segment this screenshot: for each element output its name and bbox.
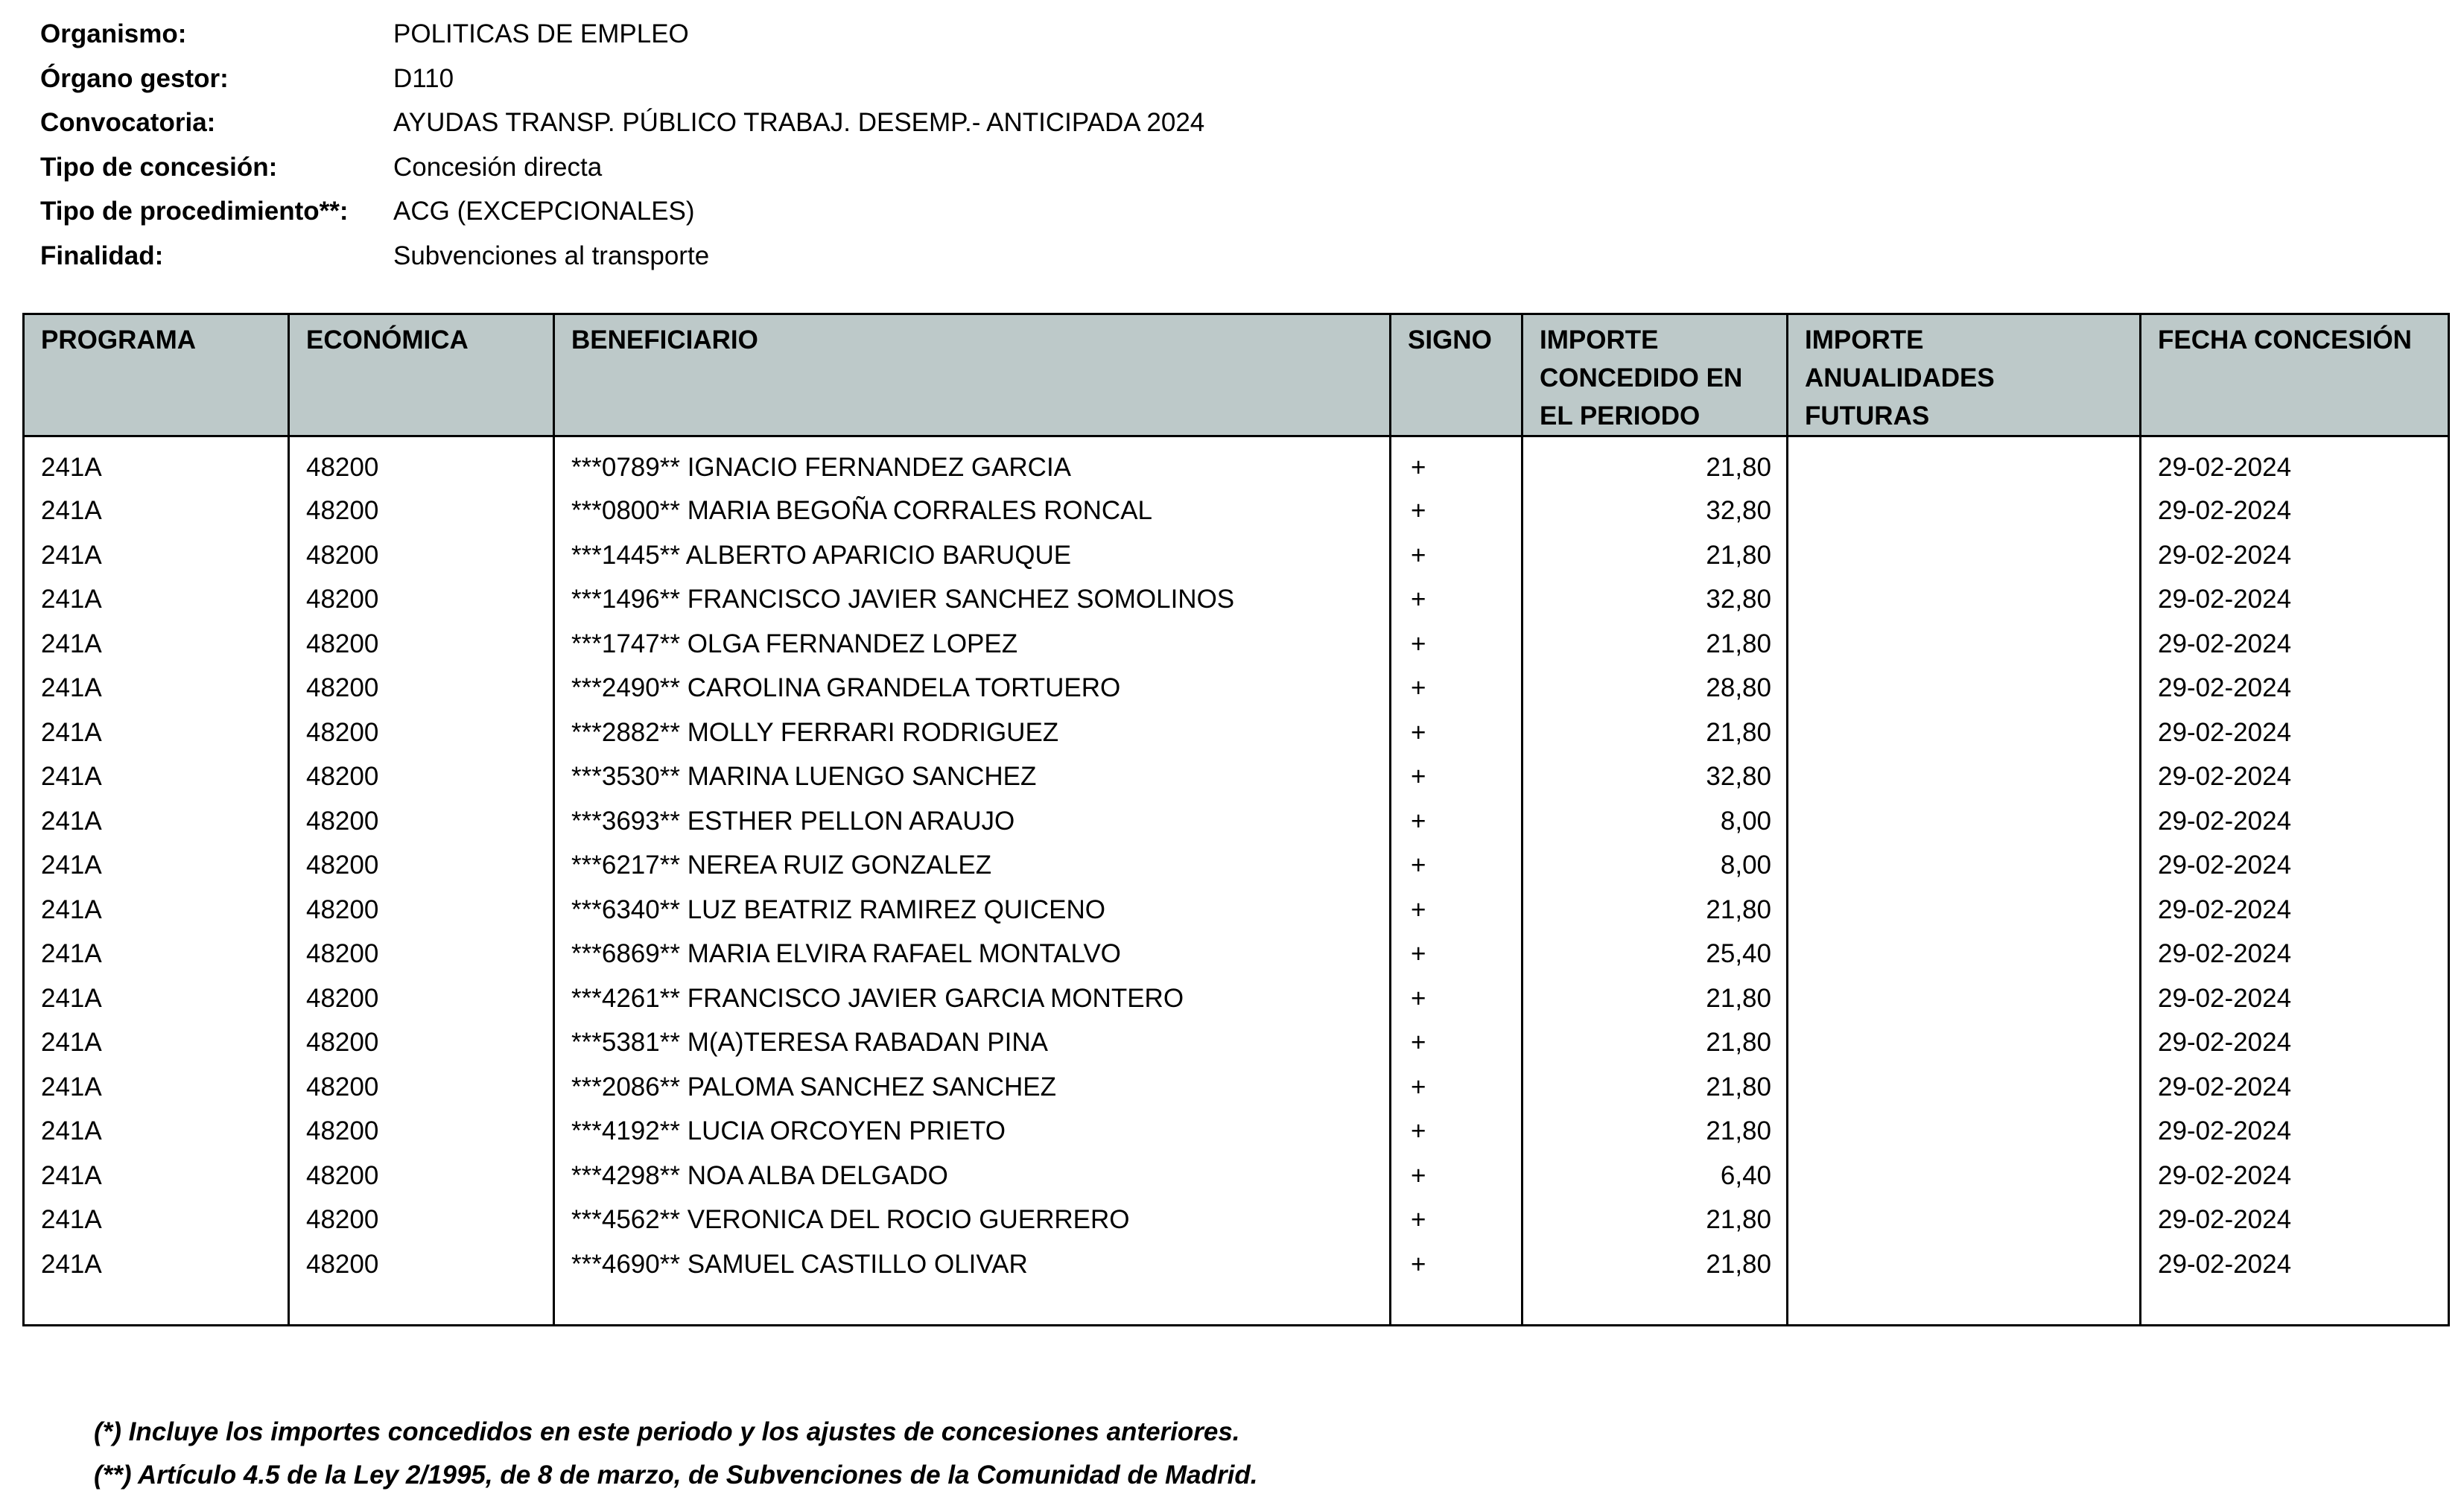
meta-value: ACG (EXCEPCIONALES) xyxy=(393,197,695,226)
cell-importe-anualidades xyxy=(1788,844,2141,889)
cell-programa: 241A xyxy=(24,1242,289,1287)
table-row xyxy=(24,1198,2449,1243)
cell-importe-anualidades xyxy=(1788,1198,2141,1243)
cell-economica: 48200 xyxy=(289,976,554,1021)
cell-importe-anualidades xyxy=(1788,1154,2141,1198)
cell-economica: 48200 xyxy=(289,844,554,889)
meta-value: Subvenciones al transporte xyxy=(393,241,710,270)
cell-economica: 48200 xyxy=(289,622,554,667)
meta-label: Convocatoria: xyxy=(40,108,216,137)
header-programa: PROGRAMA xyxy=(24,314,289,436)
cell-signo: + xyxy=(1391,711,1522,755)
table-row xyxy=(24,1110,2449,1154)
cell-fecha-concesion: 29-02-2024 xyxy=(2141,888,2449,932)
cell-importe-concedido: 21,80 xyxy=(1522,976,1788,1021)
cell-fecha-concesion: 29-02-2024 xyxy=(2141,436,2449,489)
cell-fecha-concesion: 29-02-2024 xyxy=(2141,1154,2449,1198)
cell-programa: 241A xyxy=(24,799,289,844)
cell-signo: + xyxy=(1391,888,1522,932)
cell-economica: 48200 xyxy=(289,1110,554,1154)
cell-beneficiario: ***0800** MARIA BEGOÑA CORRALES RONCAL xyxy=(554,489,1391,534)
cell-importe-concedido: 21,80 xyxy=(1522,711,1788,755)
cell-fecha-concesion: 29-02-2024 xyxy=(2141,1021,2449,1066)
cell-importe-concedido: 25,40 xyxy=(1522,932,1788,977)
cell-signo: + xyxy=(1391,844,1522,889)
table-row xyxy=(24,436,2449,489)
table-row xyxy=(24,755,2449,800)
cell-signo: + xyxy=(1391,578,1522,623)
cell-economica: 48200 xyxy=(289,1065,554,1110)
cell-signo: + xyxy=(1391,489,1522,534)
concessions-table xyxy=(22,313,2450,1326)
header-importe-concedido xyxy=(1522,314,1788,436)
cell-importe-concedido: 21,80 xyxy=(1522,1242,1788,1287)
cell-importe-concedido: 32,80 xyxy=(1522,578,1788,623)
cell-beneficiario: ***4192** LUCIA ORCOYEN PRIETO xyxy=(554,1110,1391,1154)
cell-importe-anualidades xyxy=(1788,1242,2141,1287)
cell-fecha-concesion: 29-02-2024 xyxy=(2141,533,2449,578)
table-row xyxy=(24,932,2449,977)
cell-beneficiario: ***4261** FRANCISCO JAVIER GARCIA MONTERO xyxy=(554,976,1391,1021)
meta-label: Tipo de concesión: xyxy=(40,152,278,182)
cell-importe-anualidades xyxy=(1788,711,2141,755)
cell-beneficiario: ***0789** IGNACIO FERNANDEZ GARCIA xyxy=(554,436,1391,489)
cell-fecha-concesion: 29-02-2024 xyxy=(2141,799,2449,844)
spacer-cell xyxy=(1522,1287,1788,1326)
cell-programa: 241A xyxy=(24,711,289,755)
spacer-cell xyxy=(1391,1287,1522,1326)
cell-importe-anualidades xyxy=(1788,533,2141,578)
table-row xyxy=(24,533,2449,578)
cell-fecha-concesion: 29-02-2024 xyxy=(2141,1110,2449,1154)
cell-programa: 241A xyxy=(24,888,289,932)
cell-importe-anualidades xyxy=(1788,888,2141,932)
cell-signo: + xyxy=(1391,755,1522,800)
cell-signo: + xyxy=(1391,976,1522,1021)
cell-beneficiario: ***3693** ESTHER PELLON ARAUJO xyxy=(554,799,1391,844)
table-row xyxy=(24,888,2449,932)
cell-importe-anualidades xyxy=(1788,436,2141,489)
cell-signo: + xyxy=(1391,1198,1522,1243)
cell-programa: 241A xyxy=(24,667,289,711)
header-line: ANUALIDADES xyxy=(1805,363,1995,392)
cell-programa: 241A xyxy=(24,489,289,534)
spacer-cell xyxy=(1788,1287,2141,1326)
cell-beneficiario: ***2882** MOLLY FERRARI RODRIGUEZ xyxy=(554,711,1391,755)
header-beneficiario: BENEFICIARIO xyxy=(554,314,1391,436)
footnote-2: (**) Artículo 4.5 de la Ley 2/1995, de 8 de marzo, de Subvenciones de la Comunidad de Madrid. xyxy=(94,1461,1258,1490)
cell-beneficiario: ***1747** OLGA FERNANDEZ LOPEZ xyxy=(554,622,1391,667)
footnote-1: (*) Incluye los importes concedidos en este periodo y los ajustes de concesiones anteriores. xyxy=(94,1417,1240,1446)
cell-programa: 241A xyxy=(24,622,289,667)
meta-value: POLITICAS DE EMPLEO xyxy=(393,19,689,48)
cell-fecha-concesion: 29-02-2024 xyxy=(2141,578,2449,623)
table-row xyxy=(24,1021,2449,1066)
cell-programa: 241A xyxy=(24,1065,289,1110)
header-line: EL PERIODO xyxy=(1540,401,1701,430)
cell-economica: 48200 xyxy=(289,667,554,711)
cell-importe-concedido: 21,80 xyxy=(1522,1198,1788,1243)
cell-economica: 48200 xyxy=(289,489,554,534)
spacer-cell xyxy=(24,1287,289,1326)
spacer-cell xyxy=(554,1287,1391,1326)
table-row xyxy=(24,844,2449,889)
cell-economica: 48200 xyxy=(289,1154,554,1198)
cell-importe-anualidades xyxy=(1788,489,2141,534)
cell-fecha-concesion: 29-02-2024 xyxy=(2141,667,2449,711)
cell-programa: 241A xyxy=(24,1021,289,1066)
cell-signo: + xyxy=(1391,932,1522,977)
cell-importe-anualidades xyxy=(1788,1110,2141,1154)
cell-importe-concedido: 21,80 xyxy=(1522,1110,1788,1154)
cell-economica: 48200 xyxy=(289,888,554,932)
cell-programa: 241A xyxy=(24,533,289,578)
header-importe-anualidades xyxy=(1788,314,2141,436)
cell-importe-anualidades xyxy=(1788,976,2141,1021)
cell-importe-concedido: 8,00 xyxy=(1522,799,1788,844)
cell-importe-anualidades xyxy=(1788,799,2141,844)
table-header xyxy=(24,314,2449,436)
cell-economica: 48200 xyxy=(289,755,554,800)
table-row xyxy=(24,1242,2449,1287)
cell-importe-concedido: 28,80 xyxy=(1522,667,1788,711)
table-row xyxy=(24,976,2449,1021)
table-row xyxy=(24,578,2449,623)
cell-fecha-concesion: 29-02-2024 xyxy=(2141,976,2449,1021)
cell-programa: 241A xyxy=(24,932,289,977)
meta-label: Organismo: xyxy=(40,19,187,48)
cell-beneficiario: ***1496** FRANCISCO JAVIER SANCHEZ SOMOLINOS xyxy=(554,578,1391,623)
cell-signo: + xyxy=(1391,799,1522,844)
table-row xyxy=(24,799,2449,844)
cell-economica: 48200 xyxy=(289,1242,554,1287)
cell-signo: + xyxy=(1391,1065,1522,1110)
spacer-cell xyxy=(289,1287,554,1326)
cell-beneficiario: ***4690** SAMUEL CASTILLO OLIVAR xyxy=(554,1242,1391,1287)
cell-beneficiario: ***4562** VERONICA DEL ROCIO GUERRERO xyxy=(554,1198,1391,1243)
cell-programa: 241A xyxy=(24,578,289,623)
cell-importe-concedido: 21,80 xyxy=(1522,533,1788,578)
cell-signo: + xyxy=(1391,436,1522,489)
cell-fecha-concesion: 29-02-2024 xyxy=(2141,622,2449,667)
cell-economica: 48200 xyxy=(289,533,554,578)
cell-importe-anualidades xyxy=(1788,755,2141,800)
cell-programa: 241A xyxy=(24,976,289,1021)
cell-programa: 241A xyxy=(24,755,289,800)
cell-importe-anualidades xyxy=(1788,667,2141,711)
meta-label: Finalidad: xyxy=(40,241,164,270)
cell-fecha-concesion: 29-02-2024 xyxy=(2141,711,2449,755)
cell-beneficiario: ***3530** MARINA LUENGO SANCHEZ xyxy=(554,755,1391,800)
cell-beneficiario: ***6340** LUZ BEATRIZ RAMIREZ QUICENO xyxy=(554,888,1391,932)
cell-beneficiario: ***4298** NOA ALBA DELGADO xyxy=(554,1154,1391,1198)
cell-programa: 241A xyxy=(24,1110,289,1154)
cell-fecha-concesion: 29-02-2024 xyxy=(2141,489,2449,534)
cell-programa: 241A xyxy=(24,1198,289,1243)
cell-signo: + xyxy=(1391,1242,1522,1287)
cell-economica: 48200 xyxy=(289,711,554,755)
cell-economica: 48200 xyxy=(289,1021,554,1066)
cell-fecha-concesion: 29-02-2024 xyxy=(2141,844,2449,889)
cell-beneficiario: ***5381** M(A)TERESA RABADAN PINA xyxy=(554,1021,1391,1066)
cell-economica: 48200 xyxy=(289,932,554,977)
header-line: IMPORTE xyxy=(1805,325,1924,355)
cell-economica: 48200 xyxy=(289,1198,554,1243)
table-row xyxy=(24,667,2449,711)
table-row xyxy=(24,489,2449,534)
header-economica: ECONÓMICA xyxy=(289,314,554,436)
table-spacer-row xyxy=(24,1287,2449,1326)
cell-economica: 48200 xyxy=(289,436,554,489)
cell-signo: + xyxy=(1391,533,1522,578)
cell-signo: + xyxy=(1391,1021,1522,1066)
cell-importe-concedido: 6,40 xyxy=(1522,1154,1788,1198)
header-line: CONCEDIDO EN xyxy=(1540,363,1743,392)
meta-value: AYUDAS TRANSP. PÚBLICO TRABAJ. DESEMP.- ANTICIPADA 2024 xyxy=(393,108,1205,137)
header-line: IMPORTE xyxy=(1540,325,1659,355)
cell-importe-anualidades xyxy=(1788,578,2141,623)
cell-beneficiario: ***6217** NEREA RUIZ GONZALEZ xyxy=(554,844,1391,889)
cell-economica: 48200 xyxy=(289,799,554,844)
cell-importe-anualidades xyxy=(1788,622,2141,667)
cell-beneficiario: ***2086** PALOMA SANCHEZ SANCHEZ xyxy=(554,1065,1391,1110)
meta-value: D110 xyxy=(393,63,454,93)
cell-programa: 241A xyxy=(24,436,289,489)
cell-beneficiario: ***6869** MARIA ELVIRA RAFAEL MONTALVO xyxy=(554,932,1391,977)
table-body xyxy=(24,436,2449,1326)
table-row xyxy=(24,1154,2449,1198)
cell-economica: 48200 xyxy=(289,578,554,623)
cell-importe-concedido: 21,80 xyxy=(1522,436,1788,489)
header-fecha-concesion: FECHA CONCESIÓN xyxy=(2141,314,2449,436)
meta-label: Órgano gestor: xyxy=(40,63,229,93)
header-line: FUTURAS xyxy=(1805,401,1930,430)
cell-importe-anualidades xyxy=(1788,1065,2141,1110)
table-row xyxy=(24,711,2449,755)
cell-importe-concedido: 21,80 xyxy=(1522,1065,1788,1110)
footnotes xyxy=(94,1411,1257,1497)
header-signo: SIGNO xyxy=(1391,314,1522,436)
table-row xyxy=(24,622,2449,667)
cell-signo: + xyxy=(1391,1110,1522,1154)
meta-label: Tipo de procedimiento**: xyxy=(40,197,349,226)
cell-importe-concedido: 21,80 xyxy=(1522,622,1788,667)
cell-beneficiario: ***1445** ALBERTO APARICIO BARUQUE xyxy=(554,533,1391,578)
cell-programa: 241A xyxy=(24,1154,289,1198)
table-row xyxy=(24,1065,2449,1110)
cell-fecha-concesion: 29-02-2024 xyxy=(2141,932,2449,977)
cell-fecha-concesion: 29-02-2024 xyxy=(2141,755,2449,800)
cell-importe-anualidades xyxy=(1788,1021,2141,1066)
cell-signo: + xyxy=(1391,1154,1522,1198)
cell-importe-concedido: 32,80 xyxy=(1522,755,1788,800)
cell-programa: 241A xyxy=(24,844,289,889)
cell-fecha-concesion: 29-02-2024 xyxy=(2141,1242,2449,1287)
cell-beneficiario: ***2490** CAROLINA GRANDELA TORTUERO xyxy=(554,667,1391,711)
cell-signo: + xyxy=(1391,667,1522,711)
cell-fecha-concesion: 29-02-2024 xyxy=(2141,1198,2449,1243)
cell-importe-concedido: 32,80 xyxy=(1522,489,1788,534)
cell-importe-anualidades xyxy=(1788,932,2141,977)
cell-importe-concedido: 21,80 xyxy=(1522,1021,1788,1066)
cell-fecha-concesion: 29-02-2024 xyxy=(2141,1065,2449,1110)
cell-importe-concedido: 21,80 xyxy=(1522,888,1788,932)
meta-value: Concesión directa xyxy=(393,152,603,182)
cell-signo: + xyxy=(1391,622,1522,667)
spacer-cell xyxy=(2141,1287,2449,1326)
cell-importe-concedido: 8,00 xyxy=(1522,844,1788,889)
